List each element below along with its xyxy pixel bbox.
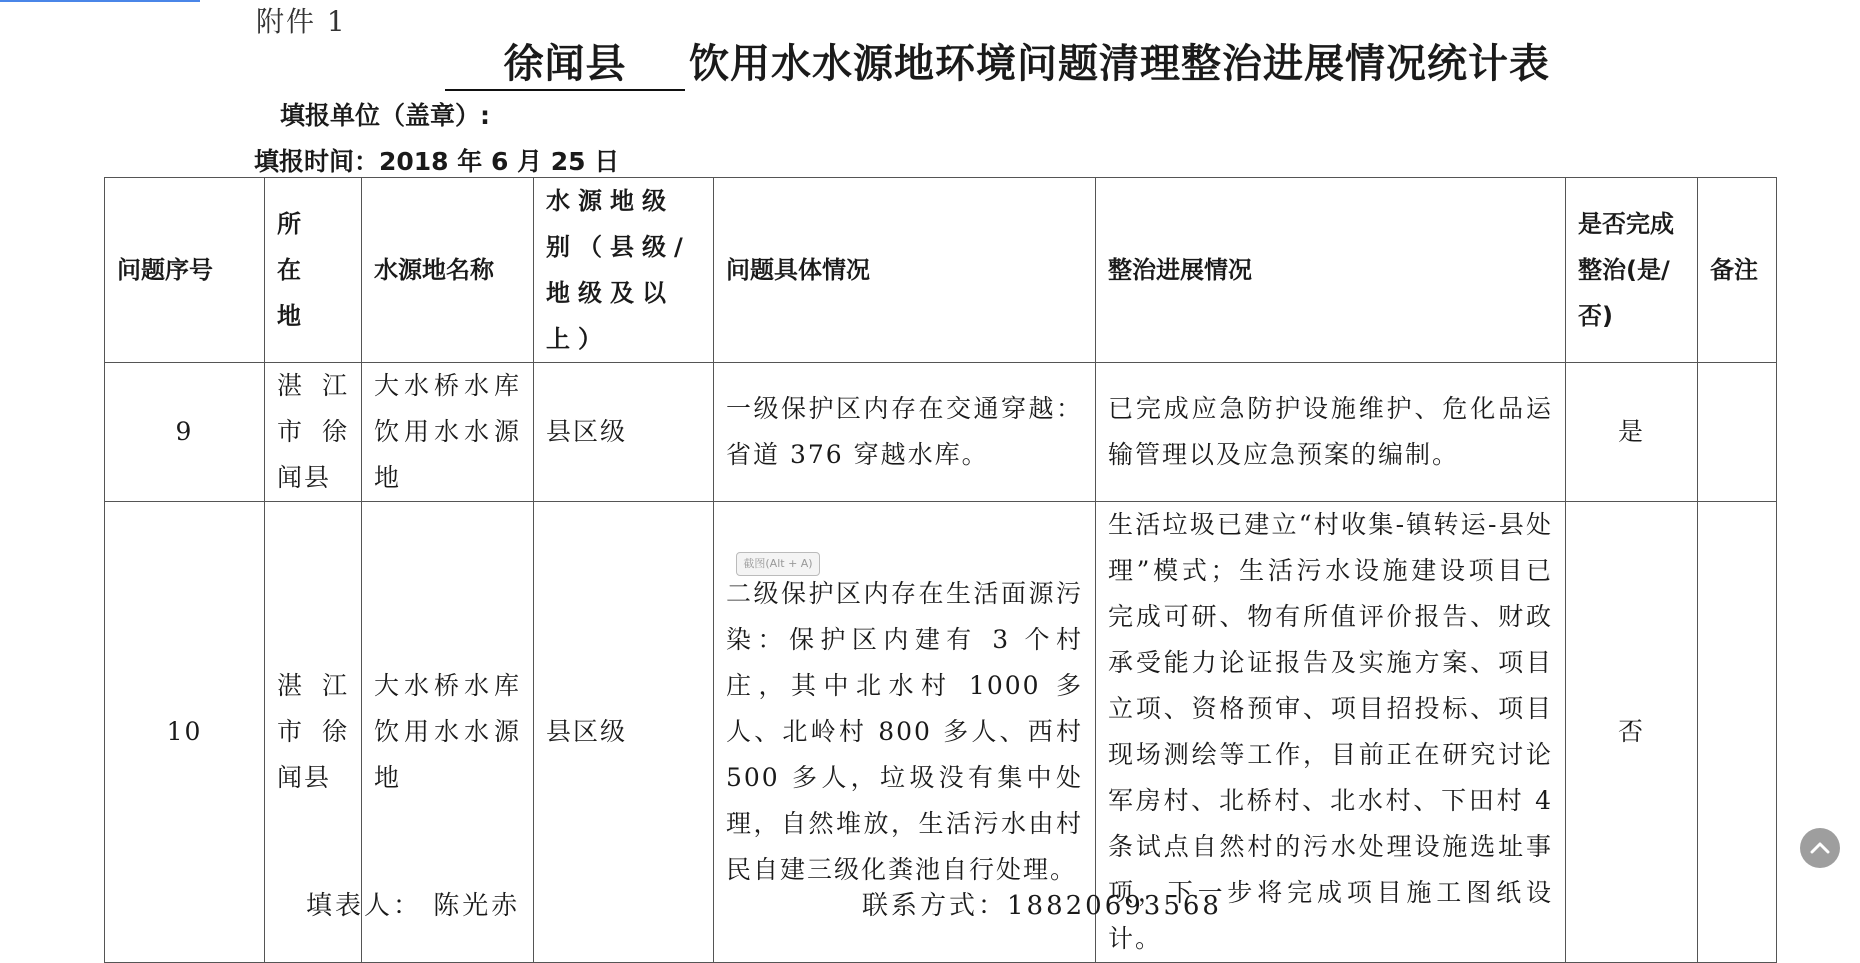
table-header-row (105, 178, 1777, 363)
header-level: 水源地级别（县级/地级及以上） (534, 178, 714, 363)
header-location: 所 在 地 (265, 178, 362, 363)
header-done: 是否完成整治(是/否) (1566, 178, 1698, 363)
cell-seq: 9 (105, 363, 265, 502)
contact-info: 联系方式：18820693568 (862, 891, 1222, 921)
header-source-name: 水源地名称 (362, 178, 534, 363)
cell-problem: 二级保护区内存在生活面源污染：保护区内建有 3 个村庄，其中北水村 1000 多人、北岭村 800 多人、西村 500 多人，垃圾没有集中处理，自然堆放，生活污水由村民自建三级化粪池自行处理。 (714, 502, 1096, 963)
cell-remark (1698, 502, 1777, 963)
cell-progress: 已完成应急防护设施维护、危化品运输管理以及应急预案的编制。 (1096, 363, 1566, 502)
reporting-time: 填报时间：2018 年 6 月 25 日 (254, 147, 620, 176)
cell-source-name: 大水桥水库饮用水水源地 (362, 363, 534, 502)
form-filler: 填表人： 陈光赤 (306, 891, 521, 921)
reporting-unit: 填报单位（盖章）: (280, 101, 490, 130)
cell-problem: 一级保护区内存在交通穿越：省道 376 穿越水库。 (714, 363, 1096, 502)
top-accent-bar (0, 0, 200, 2)
header-problem: 问题具体情况 (714, 178, 1096, 363)
cell-location: 湛 江 市 徐 闻县 (265, 363, 362, 502)
document-title (445, 32, 1550, 91)
header-progress: 整治进展情况 (1096, 178, 1566, 363)
cell-done: 是 (1566, 363, 1698, 502)
cell-level: 县区级 (534, 502, 714, 963)
attachment-label: 附件 1 (256, 5, 347, 38)
scroll-to-top-button[interactable] (1800, 828, 1840, 868)
cell-location: 湛 江 市 徐 闻县 (265, 502, 362, 963)
header-remark: 备注 (1698, 178, 1777, 363)
cell-remark (1698, 363, 1777, 502)
screenshot-watermark: 截图(Alt + A) (736, 552, 820, 576)
cell-source-name: 大水桥水库饮用水水源地 (362, 502, 534, 963)
cell-level: 县区级 (534, 363, 714, 502)
progress-table (104, 177, 1777, 963)
chevron-up-icon (1810, 840, 1830, 854)
cell-seq: 10 (105, 502, 265, 963)
header-seq: 问题序号 (105, 178, 265, 363)
table-row (105, 363, 1777, 502)
cell-progress: 生活垃圾已建立“村收集-镇转运-县处理”模式；生活污水设施建设项目已完成可研、物有所值评价报告、财政承受能力论证报告及实施方案、项目立项、资格预审、项目招投标、项目现场测绘等工作，目前正在研究讨论军房村、北桥村、北水村、下田村 4 条试点自然村的污水处理设施选址事项，下一步将完成项目施工图纸设计。 (1096, 502, 1566, 963)
title-county: 徐闻县 (445, 32, 685, 91)
title-text: 饮用水水源地环境问题清理整治进展情况统计表 (689, 40, 1550, 87)
cell-done: 否 (1566, 502, 1698, 963)
